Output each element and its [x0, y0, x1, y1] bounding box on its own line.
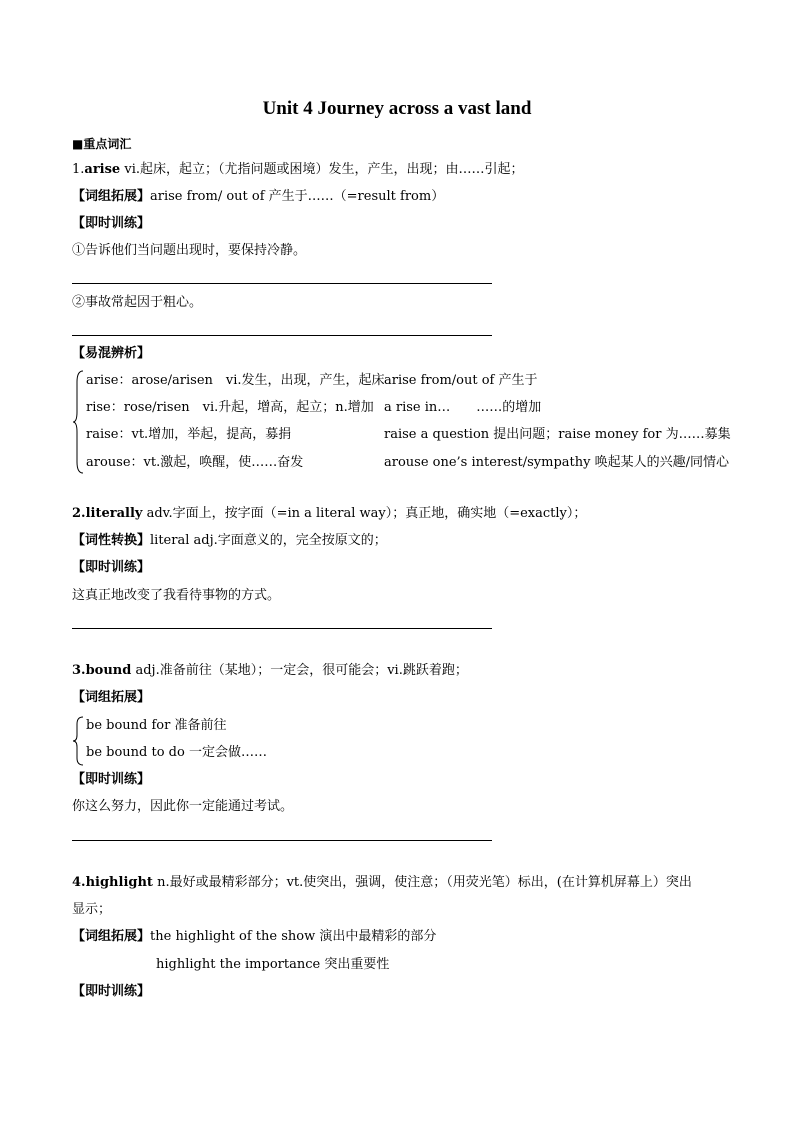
answer-line: [72, 840, 492, 841]
phrase-item: be bound to do 一定会做……: [86, 745, 267, 760]
phrase-extension-tag: 【词组拓展】: [72, 690, 151, 705]
confusion-row-left: arouse：vt.激起，唤醒，使……奋发: [86, 455, 304, 470]
practice-tag: 【即时训练】: [72, 772, 151, 787]
vocab-entry-highlight: [72, 875, 692, 891]
practice-question: ①告诉他们当问题出现时，要保持冷静。: [72, 243, 307, 258]
confusion-tag: 【易混辨析】: [72, 346, 151, 361]
phrase-item: highlight the importance 突出重要性: [156, 957, 390, 972]
confusion-row-right: arise from/out of 产生于: [384, 373, 538, 388]
practice-tag: 【即时训练】: [72, 216, 151, 231]
phrase-extension: [72, 189, 444, 205]
phrase-extension: [72, 929, 436, 945]
conversion-tag: 【词性转换】: [72, 533, 151, 548]
practice-tag: 【即时训练】: [72, 984, 151, 999]
brace-icon: [72, 370, 84, 474]
confusion-row-right: a rise in… ……的增加: [384, 400, 542, 415]
entry-number: 2.: [72, 506, 86, 521]
brace-icon: [72, 716, 84, 766]
entry-definition-continued: 显示；: [72, 902, 112, 917]
vocab-entry-literally: [72, 506, 586, 522]
entry-word: arise: [84, 162, 121, 177]
answer-line: [72, 335, 492, 336]
practice-question: 你这么努力，因此你一定能通过考试。: [72, 799, 294, 814]
confusion-row-left: rise：rose/risen vi.升起，增高，起立；n.增加: [86, 400, 374, 415]
word-form-conversion: [72, 533, 387, 549]
answer-line: [72, 283, 492, 284]
entry-number: 3.: [72, 663, 86, 678]
entry-number: 4.: [72, 875, 86, 890]
practice-question: ②事故常起因于粗心。: [72, 295, 203, 310]
vocab-entry-bound: [72, 663, 468, 679]
practice-tag: 【即时训练】: [72, 560, 151, 575]
answer-line: [72, 628, 492, 629]
confusion-row-left: arise：arose/arisen vi.发生，出现，产生，起床: [86, 373, 385, 388]
vocab-entry-arise: [72, 162, 524, 178]
entry-number: 1.: [72, 162, 85, 177]
phrase-item: be bound for 准备前往: [86, 718, 227, 733]
confusion-row-right: arouse one’s interest/sympathy 唤起某人的兴趣/同情心: [384, 455, 729, 470]
entry-definition: vi.起床，起立；（尤指问题或困境）发生，产生，出现；由……引起；: [120, 162, 524, 177]
section-heading: ■重点词汇: [72, 137, 132, 151]
phrase-item: the highlight of the show 演出中最精彩的部分: [150, 929, 437, 944]
conversion-text: literal adj.字面意义的，完全按原文的；: [150, 533, 387, 548]
entry-word: literally: [85, 506, 143, 521]
phrase-extension-tag: 【词组拓展】: [72, 929, 151, 944]
entry-word: bound: [85, 663, 132, 678]
page-title: Unit 4 Journey across a vast land: [262, 98, 532, 119]
phrase-extension-text: arise from/ out of 产生于……（=result from）: [150, 189, 445, 204]
practice-question: 这真正地改变了我看待事物的方式。: [72, 588, 281, 603]
entry-definition: n.最好或最精彩部分；vt.使突出，强调，使注意；（用荧光笔）标出，(在计算机屏幕上）突出: [152, 875, 692, 890]
confusion-row-right: raise a question 提出问题；raise money for 为……募集: [384, 427, 731, 442]
entry-definition: adj.准备前往（某地）；一定会，很可能会；vi.跳跃着跑；: [131, 663, 468, 678]
phrase-extension-tag: 【词组拓展】: [72, 189, 151, 204]
entry-word: highlight: [85, 875, 153, 890]
entry-definition: adv.字面上，按字面（=in a literal way）；真正地，确实地（=exactly）；: [142, 506, 587, 521]
confusion-row-left: raise：vt.增加，举起，提高，募捐: [86, 427, 292, 442]
